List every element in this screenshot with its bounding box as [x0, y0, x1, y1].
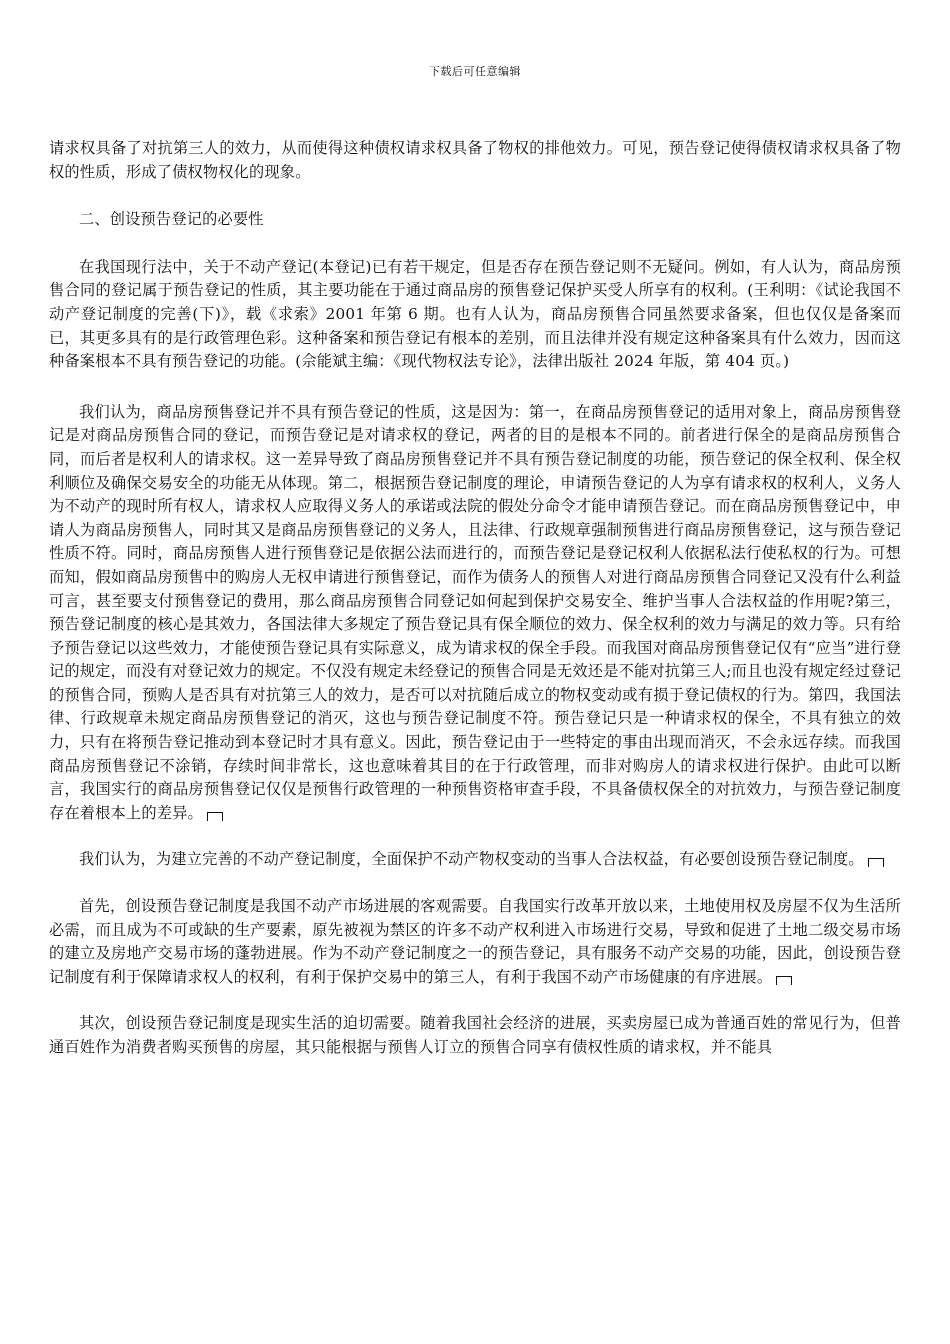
- paragraph-presale-analysis: [49, 401, 901, 826]
- document-body: [49, 137, 901, 1060]
- paragraph-continuation: 请求权具备了对抗第三人的效力，从而使得这种债权请求权具备了物权的排他效力。可见，预告登记使得债权请求权具备了物权的性质，形成了债权物权化的现象。: [49, 139, 901, 181]
- paragraph-necessity: [49, 848, 901, 872]
- footnote-mark-icon: [868, 858, 884, 867]
- paragraph-current-law: 在我国现行法中，关于不动产登记(本登记)已有若干规定，但是否存在预告登记则不无疑问。例如，有人认为，商品房预售合同的登记属于预告登记的性质，其主要功能在于通过商品房的预售登记保护买受人所享有的权利。(王利明：《试论我国不动产登记制度的完善(下)》，载《求索》2001 年第 6 期。也有人认为，商品房预售合同虽然要求备案，但也仅仅是备案而已，其更多具有的是行政管理色彩。这种备案和预告登记有根本的差别，而且法律并没有规定这种备案具有什么效力，因而这种备案根本不具有预告登记的功能。(佘能斌主编：《现代物权法专论》，法律出版社 2024 年版，第 404 页。): [49, 257, 901, 371]
- section-heading: 二、创设预告登记的必要性: [79, 210, 264, 229]
- paragraph-presale-analysis-text: 我们认为，商品房预售登记并不具有预告登记的性质，这是因为：第一，在商品房预售登记的适用对象上，商品房预售登记是对商品房预售合同的登记，而预告登记是对请求权的登记，两者的目的是根本不同的。前者进行保全的是商品房预售合同，而后者是权利人的请求权。这一差异导致了商品房预售登记并不具有预告登记制度的功能，预告登记的保全权利、保全权利顺位及确保交易安全的功能无从体现。第二，根据预告登记制度的理论，申请预告登记的人为享有请求权的权利人，义务人为不动产的现时所有权人，请求权人应取得义务人的承诺或法院的假处分命令才能申请预告登记。而在商品房预售登记中，申请人为商品房预售人，同时其又是商品房预售登记的义务人，且法律、行政规章强制预售进行商品房预售登记，这与预告登记性质不符。同时，商品房预售人进行预售登记是依据公法而进行的，而预告登记是登记权利人依据私法行使私权的行为。可想而知，假如商品房预售中的购房人无权申请进行预售登记，而作为债务人的预售人对进行商品房预售合同登记又没有什么利益可言，甚至要支付预售登记的费用，那么商品房预售合同登记如何起到保护交易安全、维护当事人合法权益的作用呢?第三，预告登记制度的核心是其效力，各国法律大多规定了预告登记具有保全顺位的效力、保全权利的效力与满足的效力等。只有给予预告登记以这些效力，才能使预告登记具有实际意义，成为请求权的保全手段。而我国对商品房预售登记仅有“应当”进行登记的规定，而没有对登记效力的规定。不仅没有规定未经登记的预售合同是无效还是不能对抗第三人;而且也没有规定经过登记的预售合同，预购人是否具有对抗第三人的效力，是否可以对抗随后成立的物权变动或有损于登记债权的行为。第四，我国法律、行政规章未规定商品房预售登记的消灭，这也与预告登记制度不符。预告登记只是一种请求权的保全，不具有独立的效力，只有在将预告登记推动到本登记时才具有意义。因此，预告登记由于一些特定的事由出现而消灭，不会永远存续。而我国商品房预售登记不涂销，存续时间非常长，这也意味着其目的在于行政管理，而非对购房人的请求权进行保护。由此可以断言，我国实行的商品房预售登记仅仅是预售行政管理的一种预售资格审查手段，不具备债权保全的对抗效力，与预告登记制度存在着根本上的差异。: [49, 402, 901, 822]
- footnote-mark-icon: [776, 976, 792, 985]
- paragraph-second-reason: 其次，创设预告登记制度是现实生活的迫切需要。随着我国社会经济的进展，买卖房屋已成为普通百姓的常见行为，但普通百姓作为消费者购买预售的房屋，其只能根据与预售人订立的预售合同享有债权性质的请求权，并不能具: [49, 1014, 901, 1056]
- paragraph-first-reason-text: 首先，创设预告登记制度是我国不动产市场进展的客观需要。自我国实行改革开放以来，土地使用权及房屋不仅为生活所必需，而且成为不可或缺的生产要素，原先被视为禁区的许多不动产权利进入市场进行交易，导致和促进了土地二级交易市场的建立及房地产交易市场的蓬勃进展。作为不动产登记制度之一的预告登记，具有服务不动产交易的功能，因此，创设预告登记制度有利于保障请求权人的权利，有利于保护交易中的第三人，有利于我国不动产市场健康的有序进展。: [49, 897, 901, 986]
- paragraph-first-reason: [49, 895, 901, 989]
- page-header: 下载后可任意编辑: [429, 65, 521, 78]
- paragraph-necessity-text: 我们认为，为建立完善的不动产登记制度，全面保护不动产物权变动的当事人合法权益，有必要创设预告登记制度。: [79, 850, 864, 869]
- footnote-mark-icon: [207, 812, 223, 821]
